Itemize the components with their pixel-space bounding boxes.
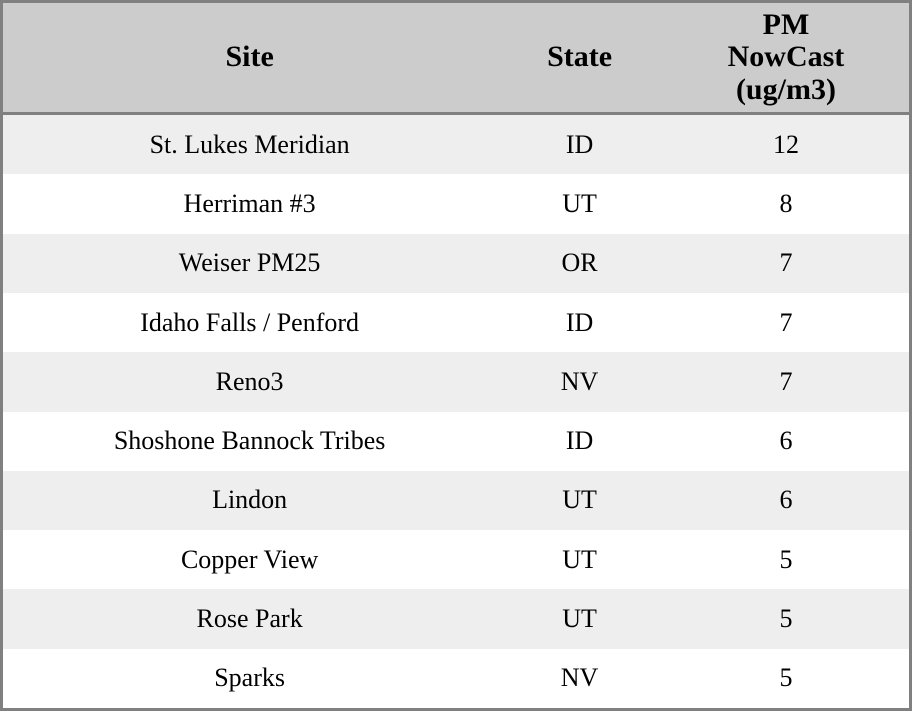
table-row [3, 234, 909, 293]
cell-state: ID [565, 307, 594, 337]
table-row [3, 530, 909, 589]
column-header-pm-nowcast-line2: NowCast [727, 40, 845, 74]
table-row [3, 114, 909, 175]
table-header [3, 3, 909, 114]
pm-nowcast-table [3, 3, 909, 708]
cell-state: OR [561, 248, 598, 278]
cell-value: 5 [779, 663, 793, 693]
cell-site: Rose Park [196, 603, 303, 633]
cell-state: NV [560, 663, 599, 693]
cell-site: Copper View [180, 544, 319, 574]
cell-value: 7 [779, 366, 793, 396]
table-row [3, 174, 909, 233]
cell-state: UT [562, 603, 597, 633]
cell-value: 5 [779, 603, 793, 633]
cell-site: Weiser PM25 [178, 248, 321, 278]
cell-value: 7 [779, 248, 793, 278]
table-row [3, 649, 909, 708]
cell-state: NV [560, 366, 599, 396]
cell-value: 12 [772, 129, 799, 159]
cell-state: UT [562, 485, 597, 515]
cell-value: 6 [779, 485, 793, 515]
table-row [3, 471, 909, 530]
column-header-pm-nowcast-line1: PM [762, 8, 810, 41]
cell-state: ID [565, 426, 594, 456]
column-header-pm-nowcast-line3: (ug/m3) [735, 72, 836, 106]
cell-site: Herriman #3 [183, 189, 316, 219]
table-body [3, 114, 909, 708]
cell-site: Shoshone Bannock Tribes [113, 426, 386, 456]
cell-state: UT [562, 189, 597, 219]
cell-value: 7 [779, 307, 793, 337]
table-row [3, 589, 909, 648]
column-header-pm-nowcast [663, 3, 909, 114]
column-header-state: State [496, 3, 663, 114]
table-row [3, 412, 909, 471]
cell-site: St. Lukes Meridian [149, 129, 350, 159]
cell-state: ID [565, 129, 594, 159]
cell-site: Reno3 [215, 366, 284, 396]
cell-state: UT [562, 544, 597, 574]
table-row [3, 352, 909, 411]
table-row [3, 293, 909, 352]
column-header-site: Site [3, 3, 496, 114]
cell-site: Lindon [212, 485, 288, 515]
cell-value: 8 [779, 189, 793, 219]
cell-value: 6 [779, 426, 793, 456]
table-header-row [3, 3, 909, 114]
cell-value: 5 [779, 544, 793, 574]
cell-site: Idaho Falls / Penford [140, 307, 360, 337]
cell-site: Sparks [214, 663, 285, 693]
